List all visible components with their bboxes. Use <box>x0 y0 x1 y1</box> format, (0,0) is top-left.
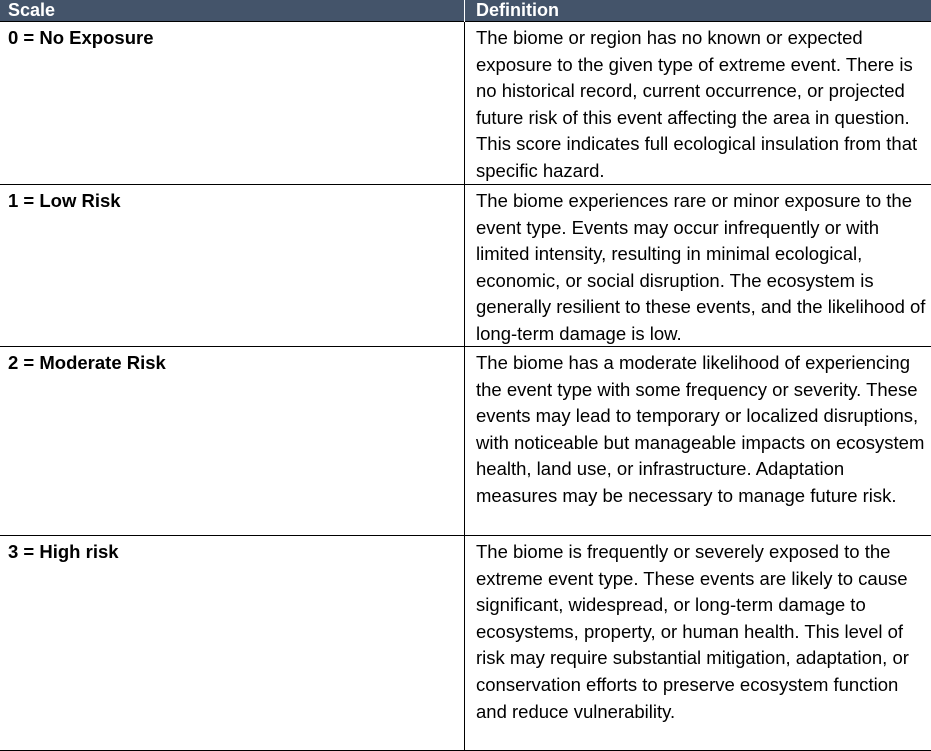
column-divider <box>464 22 465 751</box>
table-row <box>0 185 931 347</box>
definition-cell: The biome has a moderate likelihood of experiencing the event type with some frequency or severity. These events may lead to temporary or localized disruptions, with noticeable but manageable impacts on ecosystem health, land use, or infrastructure. Adaptation measures may be necessary to manage future risk. <box>476 352 925 506</box>
definition-cell: The biome experiences rare or minor exposure to the event type. Events may occur infrequently or with limited intensity, resulting in minimal ecological, economic, or social disruption. The ecosystem is generally resilient to these events, and the likelihood of long-term damage is low. <box>476 190 926 344</box>
definition-cell: The biome is frequently or severely exposed to the extreme event type. These events are likely to cause significant, widespread, or long-term damage to ecosystems, property, or human health. This level of risk may require substantial mitigation, adaptation, or conservation efforts to preserve ecosystem function and reduce vulnerability. <box>476 541 909 722</box>
definition-cell: The biome or region has no known or expected exposure to the given type of extreme event. There is no historical record, current occurrence, or projected future risk of this event affecting the area in question. This score indicates full ecological insulation from that specific hazard. <box>476 27 918 181</box>
table-row <box>0 22 931 185</box>
table-row <box>0 347 931 536</box>
table-header <box>0 0 931 22</box>
scale-cell: 0 = No Exposure <box>8 27 154 48</box>
header-divider <box>464 0 465 22</box>
scale-cell: 1 = Low Risk <box>8 190 121 211</box>
table-row <box>0 536 931 751</box>
header-definition: Definition <box>476 0 559 20</box>
header-scale: Scale <box>8 0 56 20</box>
scale-cell: 3 = High risk <box>8 541 119 562</box>
scale-cell: 2 = Moderate Risk <box>8 352 166 373</box>
